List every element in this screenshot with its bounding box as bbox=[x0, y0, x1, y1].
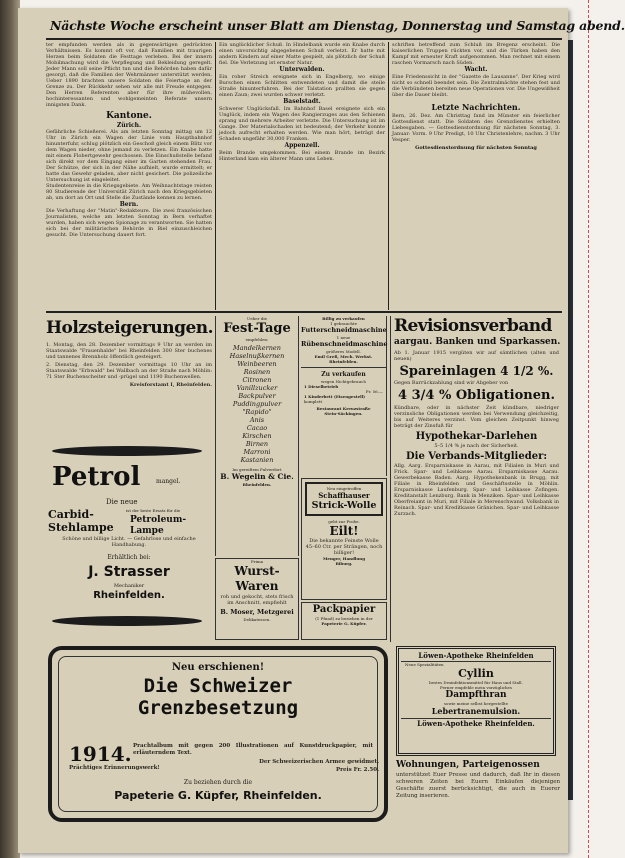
fest-item: Marroni bbox=[243, 448, 271, 456]
red-margin-line bbox=[588, 0, 589, 858]
fest-item: Backpulver bbox=[238, 392, 276, 400]
grenz-gewidmet: Der Schweizerischen Armee gewidmet. bbox=[259, 759, 379, 765]
wurst-text: roh und gekocht, stets frisch im Anschnitt, empfiehlt bbox=[220, 594, 294, 606]
ad-strick-wolle bbox=[301, 478, 387, 600]
wurst-shop: B. Moser, Metzgerei bbox=[220, 608, 294, 616]
rev-title: Revisionsverband bbox=[394, 316, 552, 336]
wurst-title: Wurst-Waren bbox=[234, 564, 280, 593]
pack-title: Packpapier bbox=[312, 604, 376, 615]
fest-item: Kastanien bbox=[240, 456, 274, 464]
futter-verkaufen: Zu verkaufen bbox=[321, 371, 366, 378]
futter-price-1: Fr. 56.— bbox=[365, 389, 383, 394]
rev-mitglieder: Die Verbands-Mitglieder: bbox=[405, 451, 548, 462]
grenz-zu: Zu beziehen durch die bbox=[183, 779, 253, 786]
futter-city: Rheinfelden. bbox=[329, 359, 358, 364]
loewen-cyllin: Cyllin bbox=[458, 667, 494, 680]
heading-bern: Bern. bbox=[119, 201, 139, 208]
fest-item: "Rapido" bbox=[242, 408, 272, 416]
col-divider-2 bbox=[388, 42, 389, 310]
petrol-mangel: mangel. bbox=[156, 478, 181, 485]
article-zurich: Gefährliche Schießerei. Als am letzten Sonntag mittag um 12 Uhr in Zürich ein Wagen der Linie vom Hauptbahnhof hinunterfuhr, schlug plötzlich ein Geschoß gleich einem Blitz vor dem Wagen nieder, ohne jemand zu verletzen. Ein Knabe hatte mit einem Flobertgewehr geschossen. Die Einschußstelle befand sich direkt vor dem Eingang einer im Garten stehenden Frau. Der Schütze, der sich in der Nähe aufhielt, wurde ermittelt; er hatte das Gewehr geladen, aber nicht gesichert. Die polizeiliche Untersuchung ist eingeleitet. bbox=[46, 129, 212, 183]
futter-ruben: Rübenschneidmaschine bbox=[301, 340, 388, 348]
rev-kuendbar: Kündbare, oder in nächster Zeit kündbare, niedriger verzinsliche Obligationen werden bei Verwendung gleichzeitig, bis auf Weiteres verzinst. Vom gleichen Zeitpunkt hinweg beträgt der Zinsfuß für bbox=[394, 405, 559, 429]
holz-signature: Kreisforstamt I, Rheinfelden. bbox=[129, 382, 212, 388]
grenz-line-2: Grenzbesetzung bbox=[137, 697, 299, 719]
loewen-damp-text: sowie meine selbst hergestellte bbox=[444, 701, 508, 706]
divider-ornament-bottom bbox=[52, 616, 202, 626]
loewen-footer: Löwen-Apotheke Rheinfelden. bbox=[401, 718, 551, 729]
article-friedenssicht: Eine Friedenssicht in der "Gazette de Lausanne". Der Krieg wird nicht so schnell beendet sein. Die Zentralmächte stehen fest und die Verbündeten bereiten neue Operationen vor. Die Ungewißheit über die Dauer bleibt. bbox=[392, 74, 560, 98]
rule-ads bbox=[46, 311, 562, 313]
rev-subtitle: aargau. Banken und Sparkassen. bbox=[394, 337, 561, 347]
futter-title: Futterschneidmaschine bbox=[301, 326, 387, 334]
petrol-lampe: Petroleum-Lampe bbox=[130, 515, 187, 536]
rule-top bbox=[46, 38, 562, 40]
futter-restaurant-city: Stein-Säckingen. bbox=[324, 411, 363, 416]
fest-note: Im gereiftem Pulverdort bbox=[232, 467, 282, 472]
grenz-preis: Preis Fr. 2.50. bbox=[336, 767, 379, 773]
fest-item: Kirschen bbox=[242, 432, 272, 440]
strick-title-2: Strick-Wolle bbox=[311, 500, 377, 511]
loewen-neu: Neue Spezialitäten bbox=[405, 662, 444, 667]
futter-sub: 1 gebrauchte bbox=[330, 321, 357, 326]
pack-shop: Papeterie G. Küpfer. bbox=[321, 621, 367, 626]
ad-parteigenossen bbox=[394, 760, 562, 820]
holz-item-2: 2. Dienstag, den 29. Dezember vormittags 10 Uhr an im Staatswalde "Erbwald" bei Wallbach an der Straße nach Möhlin: 71 Ster Buchenscheiter und -prügel und 1190 Buchenwellen. bbox=[46, 362, 212, 380]
fest-item: Cacao bbox=[246, 424, 268, 432]
petrol-carbid: Carbid-Stehlampe bbox=[48, 508, 114, 534]
ad-wurst bbox=[215, 558, 299, 640]
fest-empfehlen: empfehlen: bbox=[245, 337, 269, 342]
strick-eilt: Eilt! bbox=[329, 524, 359, 538]
futter-neue: 1 neue bbox=[336, 335, 351, 340]
grenz-praechtig: Prächtiges Erinnerungswerk! bbox=[69, 765, 160, 771]
column-2 bbox=[219, 42, 385, 308]
heading-unterwalden: Unterwalden. bbox=[279, 66, 325, 73]
petrol-name: J. Strasser bbox=[88, 564, 170, 580]
fest-item: Rosinen bbox=[243, 368, 271, 376]
column-3 bbox=[392, 42, 560, 308]
ad-holzsteigerungen bbox=[46, 316, 212, 440]
loewen-ferner: Ferner empfehle mein vorzügliches bbox=[440, 685, 512, 690]
petrol-ersatz: ist der beste Ersatz für die bbox=[126, 508, 181, 513]
futter-restaurant: Restaurant Kreuzstraße bbox=[316, 406, 371, 411]
rev-obligationen: 4 3/4 % Obligationen. bbox=[398, 388, 555, 403]
rev-spar-line bbox=[391, 364, 562, 379]
grenz-pracht: Prachtalbum mit gegen 200 Illustrationen auf Kunstdruckpapier, mit erläuterndem Text. bbox=[133, 743, 373, 756]
grenz-line-1: Die Schweizer bbox=[143, 675, 293, 697]
holz-title: Holzsteigerungen. bbox=[46, 318, 214, 338]
heading-appenzell: Appenzell. bbox=[284, 142, 320, 149]
article-schuss: Ein unglücklicher Schuß. In Hindelbank wurde ein Knabe durch einen unvorsichtig abgegebenen Schuß verletzt. Er hatte mit andern Kindern auf einer Matte gespielt, als plötzlich der Schuß fiel. Die Verletzung ist ernster Natur. bbox=[219, 42, 385, 66]
fest-item: Haselnußkernen bbox=[229, 352, 285, 360]
rev-hypo-rate: 5–5 1/4 % je nach der Sicherheit. bbox=[434, 443, 519, 449]
fest-item: Citronen bbox=[242, 376, 272, 384]
heading-baselstadt: Baselstadt. bbox=[283, 98, 321, 105]
ad-futterschneid bbox=[301, 316, 387, 476]
party-text: unterstützet Euer Presse und dadurch, daß Ihr in diesen schweren Zeiten bei Euern Einkäufen diejenigen Geschäfte zuerst berücksichtigt, die auch in Euerer Zeitung inserieren. bbox=[396, 772, 560, 799]
petrol-erhaeltlich: Erhältlich bei: bbox=[107, 554, 151, 561]
strick-city: Riburg. bbox=[335, 561, 353, 566]
ad-revisionsverband bbox=[390, 316, 562, 642]
futter-item-2: 1 Kinderbett (Eisengestell) bbox=[304, 394, 366, 399]
wurst-prima: Prima bbox=[250, 559, 264, 564]
wurst-extra: Delikatessen. bbox=[243, 617, 271, 622]
article-studenten: Studentenreise in die Kriegsgebiete. Am Weihnachtstage reisten 80 Studierende der Universität Zürich nach den Kriegsgebieten ab, um dort an Ort und Stelle die Zustände kennen zu lernen. bbox=[46, 183, 212, 201]
fest-items bbox=[216, 344, 298, 464]
petrol-city: Rheinfelden. bbox=[93, 590, 165, 601]
grenz-year: 1914. bbox=[69, 742, 132, 766]
heading-gottesdienst: Gottesdienstordnung für nächsten Sonntag bbox=[415, 145, 537, 151]
fest-shop: B. Wegelin & Cie. bbox=[220, 472, 294, 481]
pack-sub: (1 Pfund) zu beziehen in der bbox=[315, 616, 373, 621]
strick-shop: Menger, Handlung bbox=[322, 556, 366, 561]
fest-city: Rheinfelden. bbox=[242, 482, 272, 487]
futter-item-2b: komplett bbox=[304, 399, 323, 404]
book-spine bbox=[0, 0, 20, 858]
heading-zurich: Zürich. bbox=[116, 122, 142, 129]
article-baselstadt: Schwerer Unglücksfall. Im Bahnhof Basel ereignete sich ein Unglück, indem ein Wagen des Rangierzuges aus den Schienen sprang und mehrere Arbeiter verletzte. Die Untersuchung ist im Gange. Der Materialschaden ist bedeutend; der Verkehr konnte jedoch aufrecht erhalten werden. Wie man hört, beträgt der Schaden ungefähr 30,000 Franken. bbox=[219, 106, 385, 142]
fest-item: Weinbeeren bbox=[237, 360, 277, 368]
fest-heading: Ueber die bbox=[246, 316, 268, 321]
futter-grund: wegen Nichtgebrauch bbox=[321, 379, 366, 384]
col-divider-1 bbox=[215, 42, 216, 310]
article-letzte: Bern, 26. Dez. Am Christtag fand im Münster ein feierlicher Gottesdienst statt. Die Soldaten des Grenzdienstes erhielten Liebesgaben. — Gottesdienstordnung für nächsten Sonntag, 3. Januar: Vorm. 9 Uhr Predigt, 10 Uhr Christenlehre, nachm. 3 Uhr Vesper. bbox=[392, 113, 560, 143]
ad-packpapier bbox=[301, 602, 387, 640]
futter-shop: Emil Greß, Mech. Werkst. bbox=[314, 354, 373, 359]
petrol-description: Schöne und billige Licht. — Gefahrlose und einfache Handhabung. bbox=[62, 536, 196, 548]
strick-neu: Neu eingetroffen bbox=[326, 486, 362, 491]
fest-item: Birnen bbox=[245, 440, 269, 448]
column-1 bbox=[46, 42, 212, 308]
fest-item: Mandelkernen bbox=[233, 344, 281, 352]
ad-grenzbesetzung bbox=[48, 646, 388, 822]
article-appenzell: Beim Brande umgekommen. Bei einem Brande im Bezirk Hinterland kam ein älterer Mann ums Leben. bbox=[219, 150, 385, 162]
fest-item: Vanillzucker bbox=[236, 384, 278, 392]
petrol-die-neue: Die neue bbox=[106, 498, 138, 506]
futter-top: Billig zu verkaufen bbox=[322, 316, 365, 321]
heading-letzte-nachrichten: Letzte Nachrichten. bbox=[431, 102, 521, 112]
loewen-title: Löwen-Apotheke Rheinfelden bbox=[401, 651, 551, 662]
ad-fest-tage bbox=[215, 316, 299, 556]
heading-wacht: Wacht. bbox=[464, 66, 488, 73]
heading-kantone: Kantone. bbox=[106, 111, 152, 121]
grenz-shop: Papeterie G. Küpfer, Rheinfelden. bbox=[114, 789, 322, 802]
ad-petrol bbox=[46, 442, 212, 640]
grenz-neu: Neu erschienen! bbox=[171, 662, 265, 673]
loewen-dampfthran: Dampfthran bbox=[445, 690, 507, 700]
article-intro: ter empfunden werden als in gegenwärtigen gedrückten Verhältnissen. Es kommt oft vor, daß Familien mit traurigen Herzen beim Soldaten die Festtage verleben. Bei der innern Mobilmachung wird die Verpflegung und Bekleidung geregelt. Jeder Mann soll seine Pflicht tun und die Behörden haben dafür gesorgt, daß die Familien der Wehrmänner unterstützt werden. Ueber 1890 brachten unsere Soldaten die Feiertage an der Grenze zu. Der Rückkehr sehen wir alle mit Freude entgegen. Den Herren Referenten aber für ihre mühevollen, hochinteressanten und wohlgemeinten Referate unsern innigsten Dank. bbox=[46, 42, 212, 108]
futter-divider bbox=[301, 367, 386, 368]
rev-gegen: Gegen Barrückzahlung sind wir Abgeber von bbox=[394, 380, 509, 386]
article-bregenz: schriften betreffend zum Schluß im Bregenz erscheint. Die kaiserlichen Truppen rückten vor, und die Türken haben den Kampf mit erneuter Kraft aufgenommen. Man rechnet mit einem raschen Vormarsch nach Süden. bbox=[392, 42, 560, 66]
holz-item-1: 1. Montag, den 28. Dezember vormittags 9 Uhr an werden im Staatswalde "Frauenhalde" bei Rheinfelden 300 Ster buchenes und tannenes Brennholz öffentlich gesteigert. bbox=[46, 342, 212, 360]
masthead-banner: Nächste Woche erscheint unser Blatt am Dienstag, Donnerstag und Samstag abend. bbox=[50, 18, 625, 33]
rev-spareinlagen: Spareinlagen bbox=[399, 364, 497, 379]
fest-item: Puddingpulver bbox=[232, 400, 282, 408]
fest-item: Anis bbox=[249, 416, 265, 424]
party-title: Wohnungen, Parteigenossen bbox=[396, 760, 540, 770]
divider-ornament-top bbox=[52, 446, 202, 456]
futter-item-1: 1 Dieselbetrieb bbox=[304, 384, 339, 389]
article-bern: Die Verhaftung der "Matin"-Redakteure. Die zwei französischen Journalisten, welche am letzten Sonntag in Bern verhaftet wurden, haben sich wegen Spionage zu verantworten. Sie hatten sich bei der militärischen Behörde in Biel einzuschleichen gesucht. Die Untersuchung dauert fort. bbox=[46, 208, 212, 238]
petrol-title: Petrol bbox=[52, 462, 141, 492]
newspaper-page bbox=[18, 8, 625, 853]
rev-list: Allg. Aarg. Ersparniskasse in Aarau, mit Filialen in Muri und Frick. Spar- und Leihkasse Aarau. Ersparniskasse Aarau. Gewerbekasse Baden. Aarg. Hypothekenbank in Brugg, mit Filiale in Rheinfelden und Geschäftsstelle in Möhlin. Ersparniskasse Laufenburg. Spar- und Leihkasse Zofingen. Kreditanstalt Lenzburg. Bank in Menziken. Spar- und Leihkasse Oberfreiamt in Muri, mit Filiale in Merenschwand. Volksbank in Reinach. Spar- und Kreditkasse Gränichen. Spar- und Leihkasse Zurzach. bbox=[394, 463, 559, 517]
strick-eilt-text: Die bekannte Feinste Wolle 45–60 Ctr. per Strängen, noch billiger! bbox=[305, 538, 383, 556]
strick-gebt: gebt zur Probe. bbox=[328, 519, 360, 524]
rev-ab: Ab 1. Januar 1915 vergüten wir auf sämtlichen (alten und neuen) bbox=[394, 350, 559, 362]
article-unterwalden: Ein roher Streich ereignete sich in Engelberg, wo einige Burschen einen Schlitten entwendeten und damit die steile Straße hinunterfuhren. Bei der Talstation prallten sie gegen einen Zaun; zwei wurden schwer verletzt. bbox=[219, 74, 385, 98]
petrol-mechaniker: Mechaniker bbox=[113, 583, 145, 589]
futter-modell: größeres Modell. bbox=[326, 349, 361, 354]
loewen-cyllin-text: bestes Desinfektionsmittel für Haus und Stall. bbox=[429, 680, 523, 685]
ad-loewen-apotheke bbox=[396, 646, 556, 756]
rev-spar-rate: 4 1/2 %. bbox=[500, 364, 554, 378]
fest-title: Fest-Tage bbox=[223, 321, 291, 336]
strick-title-1: Schaffhauser bbox=[318, 491, 370, 500]
loewen-lebertran: Lebertranemulsion. bbox=[431, 706, 521, 716]
rev-hypothekar: Hypothekar-Darlehen bbox=[415, 431, 538, 442]
